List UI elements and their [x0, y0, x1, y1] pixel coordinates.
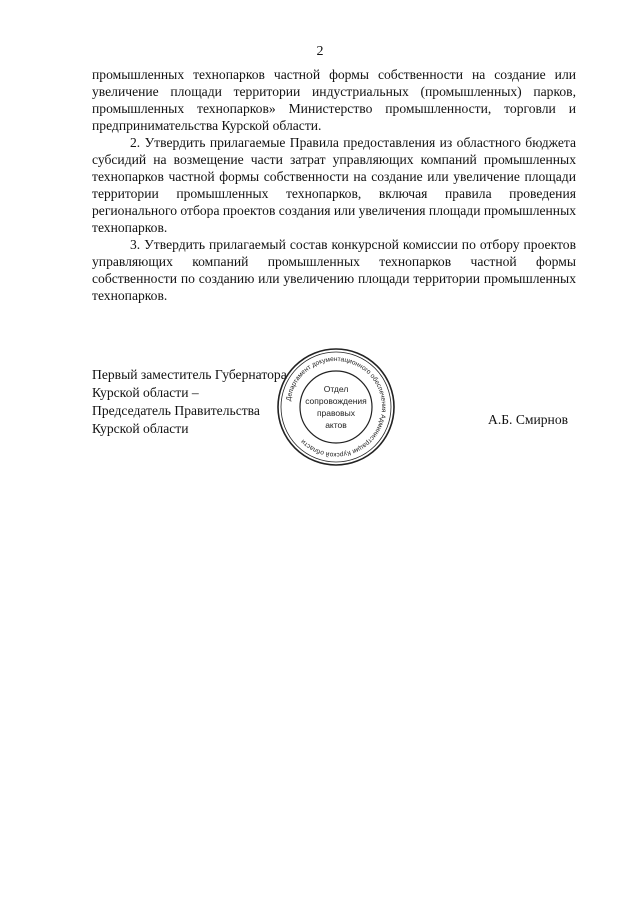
stamp-center-line: актов	[325, 420, 347, 430]
paragraph-1: промышленных технопарков частной формы собственности на создание или увеличение площади территории индустриальных (промышленных) парков, промышленных технопарков» Министерство промышленности, торговли и предпринимательства Курской области.	[92, 67, 576, 133]
official-stamp	[275, 346, 397, 468]
stamp-seal-icon	[275, 346, 397, 468]
stamp-ring-text: Департамент документационного обеспечения Администрации Курской области	[285, 355, 388, 459]
paragraph-2: 2. Утвердить прилагаемые Правила предоставления из областного бюджета субсидий на возмещение части затрат управляющих компаний промышленных технопарков частной формы собственности на создание или увеличение площади территории промышленных технопарков, включая правила проведения регионального отбора проектов создания или увеличения площади промышленных технопарков.	[92, 135, 576, 235]
stamp-center-line: сопровождения	[305, 396, 367, 406]
stamp-center-line: правовых	[316, 408, 356, 418]
document-body	[92, 66, 576, 304]
position-line: Курской области	[92, 421, 189, 436]
signatory-name: А.Б. Смирнов	[488, 412, 569, 427]
page-number: 2	[316, 44, 324, 59]
signatory-position	[92, 366, 287, 438]
position-line: Председатель Правительства	[92, 403, 260, 418]
position-line: Курской области –	[92, 385, 199, 400]
position-line: Первый заместитель Губернатора	[92, 367, 287, 382]
paragraph-3: 3. Утвердить прилагаемый состав конкурсной комиссии по отбору проектов управляющих компаний промышленных технопарков частной формы собственности по созданию или увеличению площади территории промышленных технопарков.	[92, 237, 576, 303]
stamp-center-line: Отдел	[323, 384, 349, 394]
